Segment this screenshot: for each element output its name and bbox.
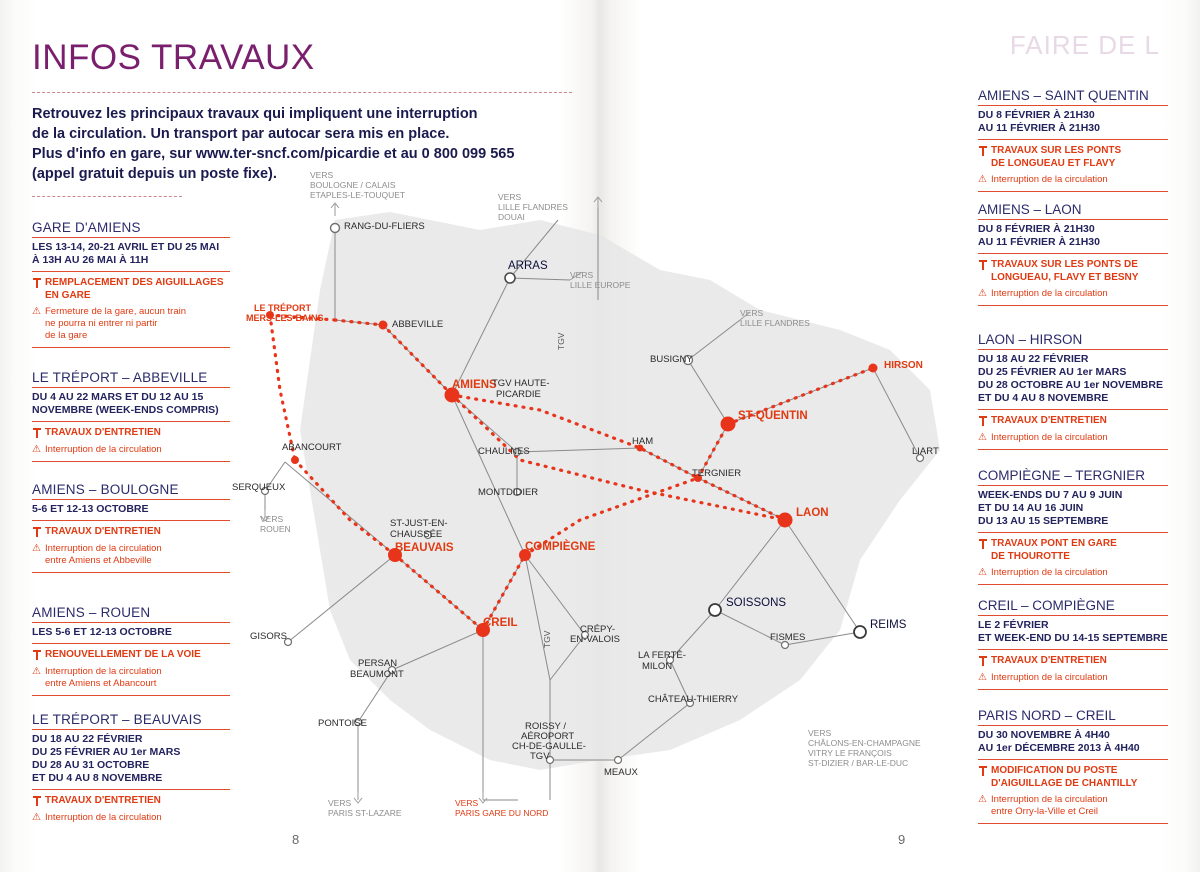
works-box-title: LE TRÉPORT – BEAUVAIS	[32, 712, 230, 730]
interruption-line: ⚠ Interruption de la circulation	[991, 431, 1108, 443]
works-box-title: AMIENS – LAON	[978, 202, 1168, 220]
works-box-title: CREIL – COMPIÈGNE	[978, 598, 1168, 616]
interruption-line: ⚠ Interruption de la circulation	[45, 665, 162, 677]
interruption-line: ⚠ Interruption de la circulation	[991, 794, 1108, 805]
work-line: TRAVAUX D'ENTRETIEN	[45, 427, 161, 438]
map-label-amiens: AMIENS	[452, 379, 497, 391]
date-line: 5-6 ET 12-13 OCTOBRE	[32, 503, 149, 515]
work-line: D'AIGUILLAGE DE CHANTILLY	[991, 777, 1138, 789]
works-box-gare-amiens	[32, 220, 230, 348]
map-label-roissy-2: AÉROPORT	[521, 731, 575, 742]
works-box-amiens-saint-quentin	[978, 88, 1168, 192]
map-label-ham: HAM	[632, 436, 654, 447]
map-direction-lille-europe	[570, 270, 630, 290]
interruption-line: entre Orry-la-Ville et Creil	[991, 806, 1098, 817]
date-line: ET DU 4 AU 8 NOVEMBRE	[978, 392, 1109, 404]
map-label-busigny: BUSIGNY	[650, 354, 693, 365]
date-line: LES 5-6 ET 12-13 OCTOBRE	[32, 626, 172, 638]
intro-divider	[32, 196, 182, 197]
map-label-gisors: GISORS	[250, 631, 287, 642]
direction-line: VERS	[328, 798, 352, 808]
date-line: DU 28 AU 31 OCTOBRE	[32, 759, 150, 771]
works-box-title: AMIENS – ROUEN	[32, 605, 230, 623]
map-label-abancourt: ABANCOURT	[282, 442, 342, 453]
date-line: DU 8 FÉVRIER À 21H30	[978, 109, 1095, 121]
works-box-treport-abbeville	[32, 370, 230, 462]
direction-line: VERS	[740, 308, 764, 318]
date-line: DU 13 AU 15 SEPTEMBRE	[978, 515, 1109, 527]
work-line: MODIFICATION DU POSTE	[991, 765, 1118, 776]
map-label-meaux: MEAUX	[604, 767, 638, 778]
date-line: NOVEMBRE (WEEK-ENDS COMPRIS)	[32, 404, 219, 416]
map-label-crepy-2: EN-VALOIS	[570, 634, 620, 645]
map-label-st-just-en-chaussee-1: ST-JUST-EN-	[390, 518, 448, 529]
works-box-dates	[32, 626, 230, 644]
works-type	[32, 795, 230, 808]
map-label-st-just-en-chaussee-2: CHAUSSÉE	[390, 529, 443, 540]
work-line: TRAVAUX D'ENTRETIEN	[991, 415, 1107, 426]
map-direction-paris-st-lazare	[328, 798, 402, 818]
work-line: EN GARE	[45, 289, 91, 301]
direction-line: VERS	[310, 170, 334, 180]
works-box-title: COMPIÈGNE – TERGNIER	[978, 468, 1168, 486]
interruption-line: ⚠ Interruption de la circulation	[991, 567, 1108, 578]
works-type	[978, 765, 1168, 790]
date-line: DU 30 NOVEMBRE À 4H40	[978, 729, 1110, 741]
page-title: INFOS TRAVAUX	[32, 38, 315, 77]
date-line: ET WEEK-END DU 14-15 SEPTEMBRE	[978, 632, 1168, 644]
direction-line: BOULOGNE / CALAIS	[310, 180, 396, 190]
works-box-amiens-laon	[978, 202, 1168, 306]
works-type	[32, 649, 230, 662]
map-label-laon: LAON	[796, 507, 829, 519]
interruption-line: ⚠ Interruption de la circulation	[991, 671, 1108, 683]
direction-line: CHÂLONS-EN-CHAMPAGNE	[808, 738, 921, 748]
interruption-note	[32, 444, 230, 462]
interruption-note	[978, 672, 1168, 690]
interruption-note	[978, 567, 1168, 585]
direction-line: VITRY LE FRANÇOIS	[808, 748, 892, 758]
interruption-line: ⚠ Interruption de la circulation	[991, 288, 1108, 299]
date-line: WEEK-ENDS DU 7 AU 9 JUIN	[978, 489, 1123, 501]
date-line: DU 25 FÉVRIER AU 1er MARS	[32, 746, 181, 758]
date-line: DU 18 AU 22 FÉVRIER	[32, 733, 143, 745]
works-type	[978, 145, 1168, 170]
interruption-note	[978, 794, 1168, 824]
works-box-amiens-boulogne	[32, 482, 230, 573]
works-box-title: GARE D'AMIENS	[32, 220, 230, 238]
work-line: TRAVAUX SUR LES PONTS DE	[991, 259, 1138, 270]
works-box-dates	[978, 109, 1168, 140]
works-type	[978, 415, 1168, 428]
map-direction-lille-flandres-douai	[498, 192, 568, 222]
works-box-title: AMIENS – BOULOGNE	[32, 482, 230, 500]
works-box-paris-nord-creil	[978, 708, 1168, 824]
map-label-tgv-haute-picardie-1: TGV HAUTE-	[492, 378, 550, 389]
work-line: TRAVAUX SUR LES PONTS	[991, 145, 1122, 156]
map-label-creil: CREIL	[483, 617, 518, 629]
map-label-roissy-3: CH-DE-GAULLE-	[512, 741, 586, 752]
intro-line-2: de la circulation. Un transport par autocar sera mis en place.	[32, 126, 450, 142]
direction-line: ETAPLES-LE-TOUQUET	[310, 190, 406, 200]
map-label-st-quentin: ST-QUENTIN	[738, 410, 808, 422]
works-box-laon-hirson	[978, 332, 1168, 450]
direction-line: ST-DIZIER / BAR-LE-DUC	[808, 758, 909, 768]
map-label-tgv-haute-picardie-2: PICARDIE	[496, 389, 541, 400]
map-label-abbeville: ABBEVILLE	[392, 319, 444, 330]
map-label-serqueux: SERQUEUX	[232, 482, 286, 493]
work-line: TRAVAUX D'ENTRETIEN	[45, 795, 161, 806]
date-line: AU 11 FÉVRIER À 21H30	[978, 122, 1100, 134]
works-box-dates	[978, 353, 1168, 410]
page-number-right: 9	[898, 832, 906, 847]
map-label-rang-du-fliers: RANG-DU-FLIERS	[344, 221, 425, 232]
direction-line: LILLE FLANDRES	[740, 318, 810, 328]
works-box-dates	[978, 619, 1168, 650]
map-label-tergnier: TERGNIER	[692, 468, 742, 479]
works-box-title: LE TRÉPORT – ABBEVILLE	[32, 370, 230, 388]
direction-line: VERS	[498, 192, 522, 202]
map-label-beauvais: BEAUVAIS	[395, 542, 454, 554]
map-label-tgv-north: TGV	[556, 332, 566, 350]
map-label-liart: LIART	[912, 446, 939, 457]
map-label-la-ferte-milon-1: LA FERTÉ-	[638, 650, 686, 661]
map-label-montdidier: MONTDIDIER	[478, 487, 539, 498]
map-label-crepy-1: CRÉPY-	[580, 624, 616, 635]
intro-line-4: (appel gratuit depuis un poste fixe).	[32, 166, 277, 182]
works-type	[32, 277, 230, 302]
works-type	[978, 259, 1168, 284]
date-line: DU 8 FÉVRIER À 21H30	[978, 223, 1095, 235]
works-box-dates	[32, 503, 230, 521]
works-box-dates	[978, 223, 1168, 254]
intro-line-1: Retrouvez les principaux travaux qui impliquent une interruption	[32, 106, 478, 122]
map-direction-chalons	[808, 728, 921, 768]
work-line: DE LONGUEAU ET FLAVY	[991, 157, 1116, 169]
direction-line: PARIS GARE DU NORD	[455, 808, 549, 818]
date-line: AU 11 FÉVRIER À 21H30	[978, 236, 1100, 248]
page-number-left: 8	[292, 832, 300, 847]
date-line: À 13H AU 26 MAI À 11H	[32, 254, 149, 266]
works-box-dates	[978, 489, 1168, 533]
works-box-dates	[32, 241, 230, 272]
title-divider	[32, 92, 572, 93]
map-label-le-treport-2: MERS-LES-BAINS	[246, 313, 324, 323]
works-box-compiegne-tergnier	[978, 468, 1168, 585]
interruption-line: ⚠ Interruption de la circulation	[45, 542, 162, 554]
interruption-line: ⚠ Interruption de la circulation	[45, 443, 162, 455]
map-label-beaumont: BEAUMONT	[350, 669, 404, 680]
work-line: TRAVAUX D'ENTRETIEN	[45, 526, 161, 537]
date-line: ET DU 14 AU 16 JUIN	[978, 502, 1084, 514]
map-direction-paris-gare-du-nord	[455, 798, 548, 818]
date-line: ET DU 4 AU 8 NOVEMBRE	[32, 772, 163, 784]
date-line: DU 18 AU 22 FÉVRIER	[978, 353, 1089, 365]
interruption-note	[978, 432, 1168, 450]
work-line: REMPLACEMENT DES AIGUILLAGES	[45, 277, 224, 288]
works-box-dates	[978, 729, 1168, 760]
interruption-line: entre Amiens et Abbeville	[45, 554, 152, 566]
map-label-chaulnes: CHAULNES	[478, 446, 530, 457]
works-box-title: PARIS NORD – CREIL	[978, 708, 1168, 726]
direction-line: VERS	[808, 728, 832, 738]
map-label-chateau-thierry: CHÂTEAU-THIERRY	[648, 694, 739, 705]
interruption-note	[978, 174, 1168, 192]
works-box-dates	[32, 391, 230, 422]
works-box-treport-beauvais	[32, 712, 230, 829]
direction-line: LILLE FLANDRES	[498, 202, 568, 212]
map-label-pontoise: PONTOISE	[318, 718, 367, 729]
map-label-roissy-4: TGV	[530, 751, 550, 762]
direction-line: LILLE EUROPE	[570, 280, 631, 290]
works-type	[32, 526, 230, 539]
region-silhouette	[300, 212, 940, 770]
work-line: RENOUVELLEMENT DE LA VOIE	[45, 649, 201, 660]
direction-line: DOUAI	[498, 212, 525, 222]
interruption-line: ⚠ Fermeture de la gare, aucun train	[45, 306, 186, 317]
map-label-compiegne: COMPIÈGNE	[525, 541, 596, 553]
date-line: LE 2 FÉVRIER	[978, 619, 1049, 631]
work-line: TRAVAUX PONT EN GARE	[991, 538, 1117, 549]
works-type	[978, 655, 1168, 668]
map-direction-lille-flandres	[740, 308, 810, 328]
map-label-arras: ARRAS	[508, 260, 548, 272]
date-line: DU 4 AU 22 MARS ET DU 12 AU 15	[32, 391, 204, 403]
interruption-line: ⚠ Interruption de la circulation	[991, 174, 1108, 185]
map-label-hirson: HIRSON	[884, 360, 923, 371]
works-box-amiens-rouen	[32, 605, 230, 696]
map-label-fismes: FISMES	[770, 632, 806, 643]
work-line: LONGUEAU, FLAVY ET BESNY	[991, 271, 1139, 283]
works-box-title: AMIENS – SAINT QUENTIN	[978, 88, 1168, 106]
interruption-note	[32, 812, 230, 829]
works-box-title: LAON – HIRSON	[978, 332, 1168, 350]
map-direction-boulogne	[310, 170, 405, 200]
map-direction-rouen	[260, 514, 291, 534]
map-label-le-treport-1: LE TRÉPORT	[254, 303, 312, 313]
interruption-line: ⚠ Interruption de la circulation	[45, 811, 162, 823]
interruption-line: de la gare	[45, 330, 88, 341]
direction-line: PARIS ST-LAZARE	[328, 808, 402, 818]
network-map	[232, 160, 960, 840]
map-label-la-ferte-milon-2: MILON	[642, 661, 673, 672]
map-label-tgv-south: TGV	[542, 630, 552, 648]
date-line: DU 25 FÉVRIER AU 1er MARS	[978, 366, 1127, 378]
interruption-note	[32, 306, 230, 348]
map-label-roissy-1: ROISSY /	[525, 721, 567, 732]
map-label-soissons: SOISSONS	[726, 597, 787, 609]
interruption-note	[32, 666, 230, 696]
interruption-note	[978, 288, 1168, 306]
direction-line: VERS	[570, 270, 594, 280]
date-line: DU 28 OCTOBRE AU 1er NOVEMBRE	[978, 379, 1163, 391]
interruption-line: ne pourra ni entrer ni partir	[45, 318, 158, 329]
works-box-dates	[32, 733, 230, 790]
interruption-line: entre Amiens et Abancourt	[45, 677, 157, 689]
work-line: DE THOUROTTE	[991, 550, 1070, 562]
date-line: AU 1er DÉCEMBRE 2013 À 4H40	[978, 742, 1140, 754]
partial-header-right: FAIRE DE L	[1009, 30, 1160, 60]
intro-line-3: Plus d'info en gare, sur www.ter-sncf.com/picardie et au 0 800 099 565	[32, 146, 515, 162]
works-box-creil-compiegne	[978, 598, 1168, 690]
direction-line: VERS	[260, 514, 284, 524]
works-type	[978, 538, 1168, 563]
direction-line: ROUEN	[260, 524, 291, 534]
date-line: LES 13-14, 20-21 AVRIL ET DU 25 MAI	[32, 241, 220, 253]
map-label-persan: PERSAN	[358, 658, 398, 669]
works-type	[32, 427, 230, 440]
work-line: TRAVAUX D'ENTRETIEN	[991, 655, 1107, 666]
direction-line: VERS	[455, 798, 479, 808]
interruption-note	[32, 543, 230, 573]
map-label-reims: REIMS	[870, 619, 907, 631]
